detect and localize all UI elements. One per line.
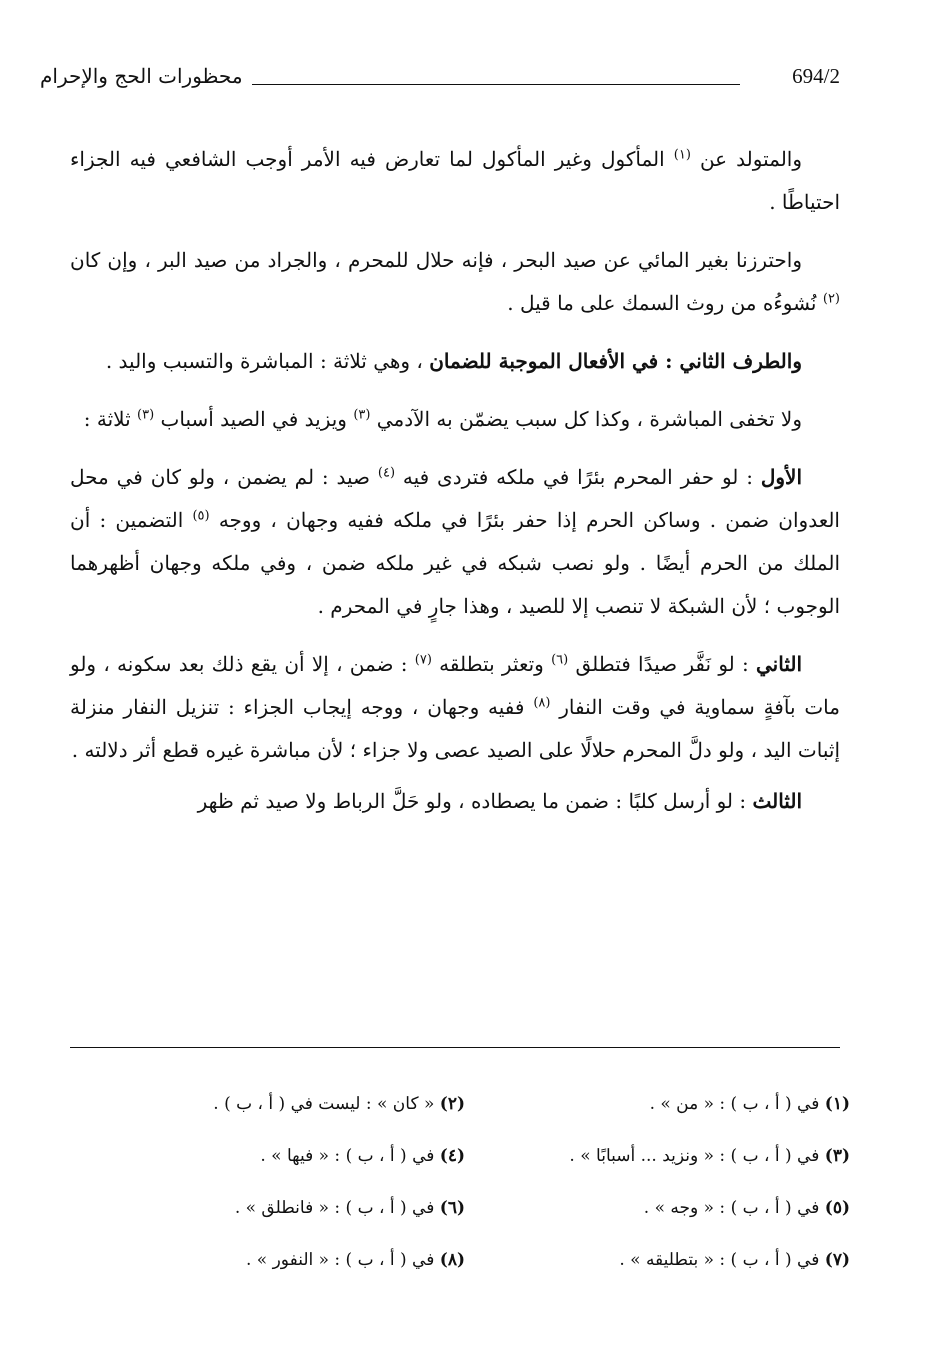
- footnote-reference: (٨): [533, 695, 551, 711]
- paragraph-lead: الثاني: [756, 652, 803, 676]
- footnote-reference: (٢): [822, 291, 840, 307]
- footnote-text: في ( أ ، ب ) : « من » .: [649, 1094, 825, 1114]
- footnote-row: [80, 1234, 850, 1286]
- footnote-row: [80, 1182, 850, 1234]
- running-title: محظورات الحج والإحرام: [40, 64, 243, 88]
- footnote-reference: (٧): [414, 652, 432, 668]
- paragraph: [70, 239, 840, 325]
- page-header: [40, 64, 840, 104]
- footnote-text: في ( أ ، ب ) : « النفور » .: [245, 1250, 440, 1270]
- footnote-number: (٤): [439, 1146, 465, 1166]
- paragraph-text: نُشوءُه من روث السمك على ما قيل .: [507, 291, 823, 315]
- paragraph-text: ففيه وجهان ، ووجه إيجاب الجزاء : تنزيل النفار منزلة إثبات اليد ، ولو دلَّ المحرم حلالًا على الصيد عصى ولا جزاء ؛ لأن مباشرة غيره قطع أثر دلالته .: [70, 695, 840, 762]
- footnote: [80, 1250, 465, 1270]
- footnote-number: (٨): [439, 1250, 465, 1270]
- footnote: [465, 1250, 850, 1270]
- paragraph-text: وتعثر بتطلقه: [431, 652, 552, 676]
- footnote: [80, 1198, 465, 1218]
- paragraph-text: : لو حفر المحرم بئرًا في ملكه فتردى فيه: [395, 465, 761, 489]
- paragraph-text: التضمين : أن الملك من الحرم أيضًا . ولو نصب شبكه في غير ملكه ضمن ، وفي ملكه وجهان أظهرهما الوجوب ؛ لأن الشبكة لا تنصب إلا للصيد ، وهذا جارٍ في المحرم .: [70, 508, 840, 618]
- footnote: [80, 1146, 465, 1166]
- footnote-row: [80, 1130, 850, 1182]
- paragraph: [70, 456, 840, 628]
- paragraph: [70, 340, 840, 383]
- paragraph-lead: الثالث: [752, 789, 802, 813]
- body-text: [70, 138, 840, 823]
- footnote-row: [80, 1078, 850, 1130]
- footnote-text: في ( أ ، ب ) : « فانطلق » .: [234, 1198, 440, 1218]
- footnote-number: (٧): [824, 1250, 850, 1270]
- footnote-reference: (١): [673, 147, 691, 163]
- footnote-reference: (٣): [137, 407, 155, 423]
- footnote-text: في ( أ ، ب ) : « ونزيد ... أسبابًا » .: [569, 1146, 825, 1166]
- paragraph: [70, 643, 840, 772]
- footnotes: [80, 1078, 850, 1286]
- paragraph-text: ثلاثة :: [83, 407, 138, 431]
- paragraph-lead: والطرف الثاني : في الأفعال الموجبة للضمان: [429, 349, 802, 373]
- footnote: [465, 1094, 850, 1114]
- paragraph-text: صيد : لم يضمن ، ولو كان في محل العدوان ضمن . وساكن الحرم إذا حفر بئرًا في ملكه ففيه وجهان ، ووجه: [70, 465, 840, 532]
- footnote-reference: (٤): [377, 465, 396, 481]
- footnote-text: في ( أ ، ب ) : « وجه » .: [643, 1198, 825, 1218]
- footnote-reference: (٣): [353, 407, 371, 423]
- footnote-number: (٥): [824, 1198, 850, 1218]
- footnote-number: (٢): [439, 1094, 465, 1114]
- paragraph-text: ويزيد في الصيد أسباب: [154, 407, 354, 431]
- header-rule: [252, 84, 740, 85]
- paragraph-text: : لو نَفَّر صيدًا فتطلق: [568, 652, 756, 676]
- paragraph-lead: الأول: [760, 465, 802, 489]
- paragraph-text: ، وهي ثلاثة : المباشرة والتسبب واليد .: [105, 349, 430, 373]
- footnote: [80, 1094, 465, 1114]
- paragraph: [70, 398, 840, 441]
- footnote-number: (١): [824, 1094, 850, 1114]
- paragraph: [70, 780, 840, 823]
- footnote-reference: (٦): [551, 652, 569, 668]
- footnote-text: في ( أ ، ب ) : « بتطليقه » .: [619, 1250, 825, 1270]
- paragraph-text: واحترزنا بغير المائي عن صيد البحر ، فإنه حلال للمحرم ، والجراد من صيد البر ، وإن كان: [70, 248, 802, 272]
- paragraph-text: المأكول وغير المأكول لما تعارض فيه الأمر أوجب الشافعي فيه الجزاء احتياطًا .: [70, 147, 840, 214]
- paragraph-text: : لو أرسل كلبًا : ضمن ما يصطاده ، ولو حَلَّ الرباط ولا صيد ثم ظهر: [197, 789, 753, 813]
- page-number: 694/2: [792, 64, 840, 88]
- footnote: [465, 1198, 850, 1218]
- footnote-separator: [70, 1047, 840, 1048]
- footnote-reference: (٥): [192, 508, 210, 524]
- paragraph-text: : ضمن ، إلا أن يقع ذلك بعد سكونه ، ولو مات بآفةٍ سماوية في وقت النفار: [70, 652, 840, 719]
- footnote-number: (٣): [824, 1146, 850, 1166]
- footnote: [465, 1146, 850, 1166]
- paragraph: [70, 138, 840, 224]
- footnote-text: في ( أ ، ب ) : « فيها » .: [260, 1146, 440, 1166]
- paragraph-text: ولا تخفى المباشرة ، وكذا كل سبب يضمّن به الآدمي: [370, 407, 802, 431]
- footnote-number: (٦): [439, 1198, 465, 1218]
- footnote-text: « كان » : ليست في ( أ ، ب ) .: [213, 1094, 440, 1114]
- paragraph-text: والمتولد عن: [690, 147, 803, 171]
